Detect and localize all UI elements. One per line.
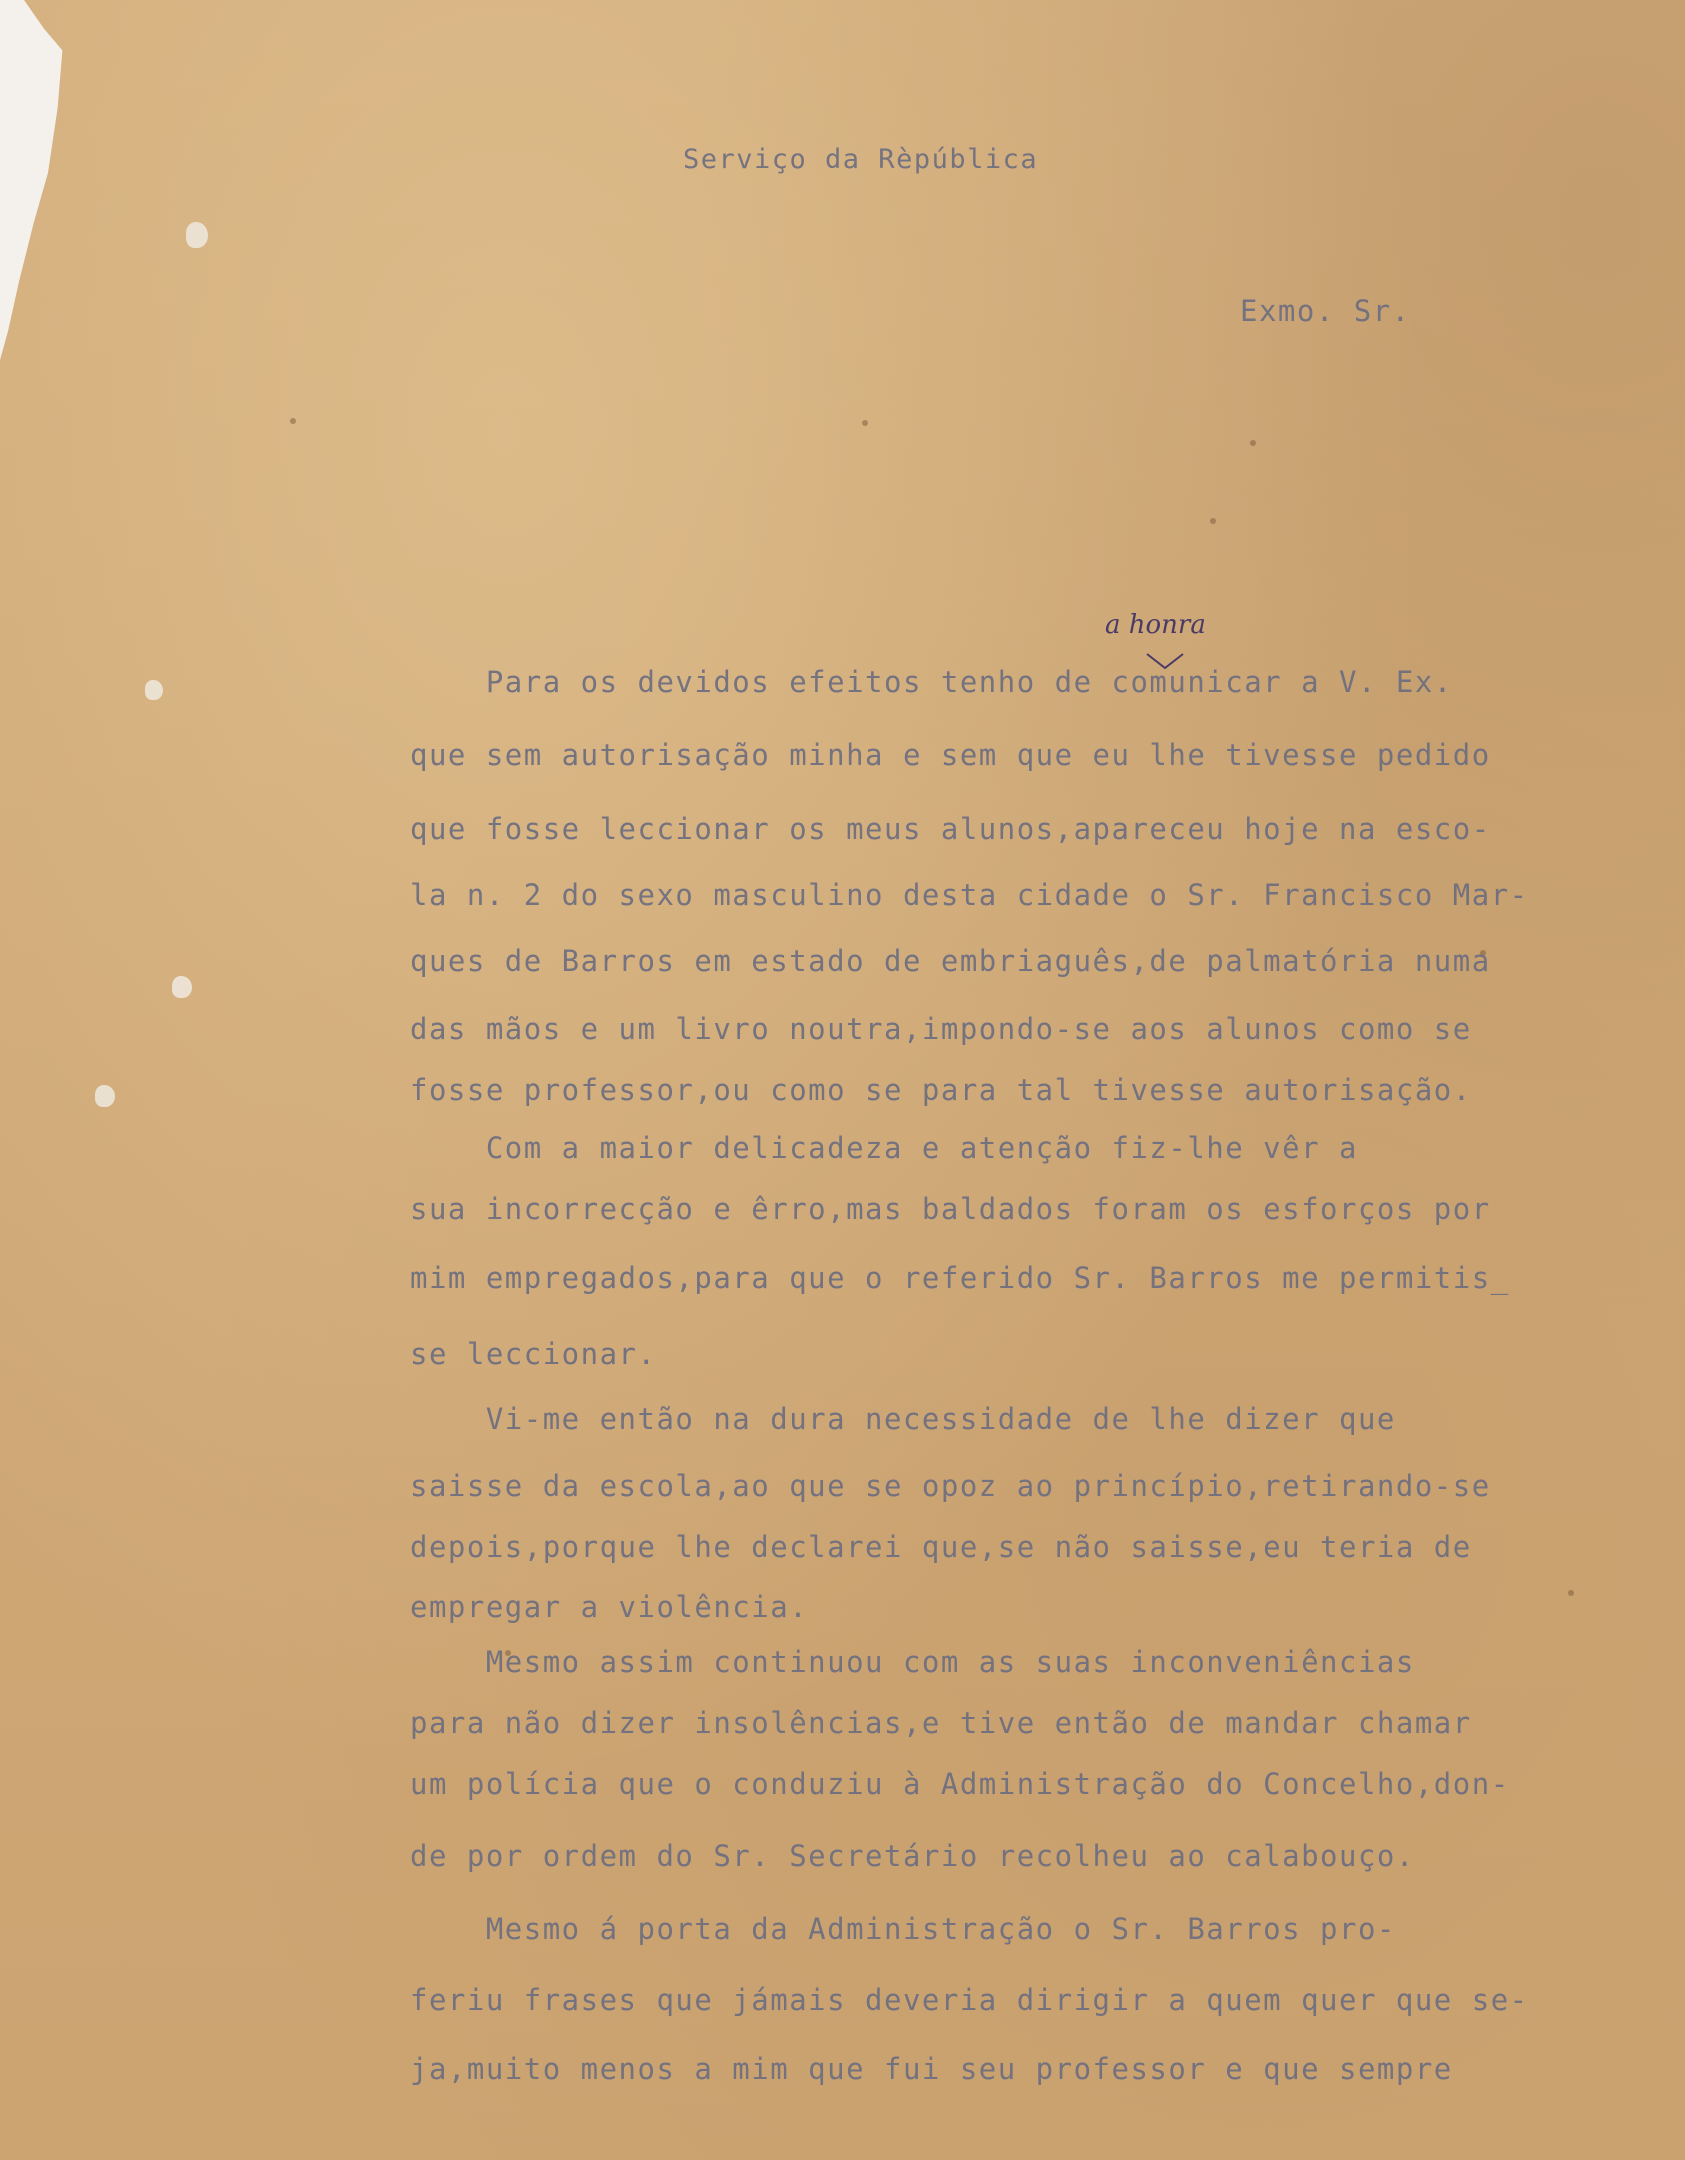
salutation: Exmo. Sr. xyxy=(1240,294,1411,328)
letterhead: Serviço da Rèpública xyxy=(683,144,1039,175)
body-line: Mesmo á porta da Administração o Sr. Barros pro- xyxy=(410,1912,1396,1946)
punch-hole xyxy=(172,976,192,998)
handwritten-insertion: a honra xyxy=(1105,610,1206,640)
body-line: fosse professor,ou como se para tal tivesse autorisação. xyxy=(410,1073,1472,1107)
body-line: de por ordem do Sr. Secretário recolheu ao calabouço. xyxy=(410,1839,1415,1873)
body-line: para não dizer insolências,e tive então de mandar chamar xyxy=(410,1706,1472,1740)
body-line: Mesmo assim continuou com as suas inconveniências xyxy=(410,1645,1415,1679)
body-line: la n. 2 do sexo masculino desta cidade o Sr. Francisco Mar- xyxy=(410,878,1529,912)
body-line: se leccionar. xyxy=(410,1337,657,1371)
body-line: que fosse leccionar os meus alunos,apareceu hoje na esco- xyxy=(410,812,1491,846)
body-line: Vi-me então na dura necessidade de lhe dizer que xyxy=(410,1402,1396,1436)
body-line: sua incorrecção e êrro,mas baldados foram os esforços por xyxy=(410,1192,1491,1226)
paper-speck xyxy=(290,418,296,424)
body-line: um polícia que o conduziu à Administração do Concelho,don- xyxy=(410,1767,1510,1801)
paper-speck xyxy=(1250,440,1256,446)
body-line: feriu frases que jámais deveria dirigir a quem quer que se- xyxy=(410,1983,1529,2017)
body-line: das mãos e um livro noutra,impondo-se aos alunos como se xyxy=(410,1012,1472,1046)
paper-speck xyxy=(862,420,868,426)
torn-corner xyxy=(0,0,80,360)
paper-speck xyxy=(1568,1590,1574,1596)
punch-hole xyxy=(95,1085,115,1107)
body-line: que sem autorisação minha e sem que eu lhe tivesse pedido xyxy=(410,738,1491,772)
punch-hole xyxy=(145,680,163,700)
punch-hole xyxy=(186,222,208,248)
body-line: Para os devidos efeitos tenho de comunicar a V. Ex. xyxy=(410,665,1453,699)
body-line: ja,muito menos a mim que fui seu professor e que sempre xyxy=(410,2052,1453,2086)
body-line: saisse da escola,ao que se opoz ao princípio,retirando-se xyxy=(410,1469,1491,1503)
body-line: depois,porque lhe declarei que,se não saisse,eu teria de xyxy=(410,1530,1472,1564)
body-line: mim empregados,para que o referido Sr. Barros me permitis_ xyxy=(410,1261,1510,1295)
paper-speck xyxy=(1210,518,1216,524)
body-line: Com a maior delicadeza e atenção fiz-lhe vêr a xyxy=(410,1131,1358,1165)
body-line: empregar a violência. xyxy=(410,1590,809,1624)
body-line: ques de Barros em estado de embriaguês,de palmatória numa xyxy=(410,944,1491,978)
